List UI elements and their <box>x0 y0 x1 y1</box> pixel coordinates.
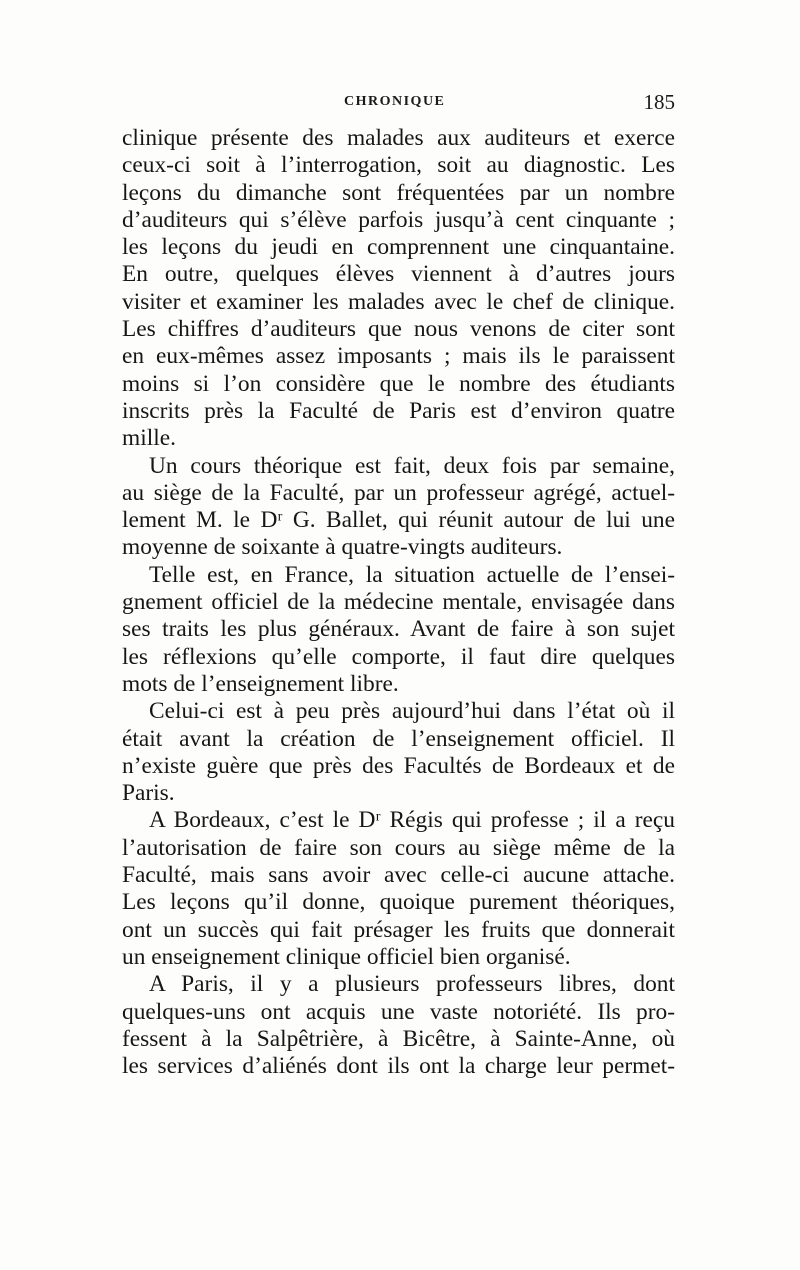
text-line: lement M. le Dʳ G. Ballet, qui réunit autour de lui une <box>122 507 675 534</box>
text-line: Les leçons qu’il donne, quoique purement théoriques, <box>122 889 675 916</box>
page-header <box>122 90 675 120</box>
text-line: clinique présente des malades aux auditeurs et exerce <box>122 125 675 151</box>
text-line: mille. <box>122 425 176 452</box>
text-line: un enseignement clinique officiel bien organisé. <box>122 943 571 970</box>
text-line: moyenne de soixante à quatre-vingts auditeurs. <box>122 534 563 561</box>
text-line: A Paris, il y a plusieurs professeurs libres, dont <box>149 971 675 998</box>
text-line: les leçons du jeudi en comprennent une cinquantaine. <box>122 234 675 261</box>
text-line: quelques-uns ont acquis une vaste notoriété. Ils pro- <box>122 998 675 1025</box>
text-line: d’auditeurs qui s’élève parfois jusqu’à cent cinquante ; <box>122 206 675 233</box>
text-line: fessent à la Salpêtrière, à Bicêtre, à Sainte-Anne, où <box>122 1025 675 1052</box>
text-line: Un cours théorique est fait, deux fois par semaine, <box>149 452 675 479</box>
text-line: leçons du dimanche sont fréquentées par un nombre <box>122 179 675 206</box>
text-line: les réflexions qu’elle comporte, il faut dire quelques <box>122 643 675 670</box>
page-number: 185 <box>643 90 675 114</box>
text-line: Paris. <box>122 780 175 807</box>
text-line: En outre, quelques élèves viennent à d’autres jours <box>122 261 675 288</box>
text-line: n’existe guère que près des Facultés de Bordeaux et de <box>122 752 675 779</box>
text-line: en eux-mêmes assez imposants ; mais ils le paraissent <box>122 343 675 370</box>
text-line: moins si l’on considère que le nombre des étudiants <box>122 370 675 397</box>
text-line: A Bordeaux, c’est le Dʳ Régis qui professe ; il a reçu <box>149 807 675 834</box>
text-line: était avant la création de l’enseignement officiel. Il <box>122 725 675 752</box>
text-line: ont un succès qui fait présager les fruits que donnerait <box>122 916 675 943</box>
text-line: Celui-ci est à peu près aujourd’hui dans l’état où il <box>149 698 675 725</box>
text-line: ceux-ci soit à l’interrogation, soit au diagnostic. Les <box>122 152 675 179</box>
body-text <box>122 125 675 1080</box>
text-line: visiter et examiner les malades avec le chef de clinique. <box>122 288 675 315</box>
text-line: l’autorisation de faire son cours au siège même de la <box>122 834 675 861</box>
text-line: les services d’aliénés dont ils ont la charge leur permet- <box>122 1053 675 1080</box>
text-line: au siège de la Faculté, par un professeur agrégé, actuel- <box>122 479 675 506</box>
text-line: Les chiffres d’auditeurs que nous venons de citer sont <box>122 316 675 343</box>
text-line: ses traits les plus généraux. Avant de faire à son sujet <box>122 616 675 643</box>
running-title: CHRONIQUE <box>344 94 446 109</box>
text-line: inscrits près la Faculté de Paris est d’environ quatre <box>122 397 675 424</box>
text-line: Faculté, mais sans avoir avec celle-ci aucune attache. <box>122 862 675 889</box>
text-line: gnement officiel de la médecine mentale, envisagée dans <box>122 589 675 616</box>
text-line: mots de l’enseignement libre. <box>122 670 399 697</box>
text-line: Telle est, en France, la situation actuelle de l’ensei- <box>149 561 675 588</box>
